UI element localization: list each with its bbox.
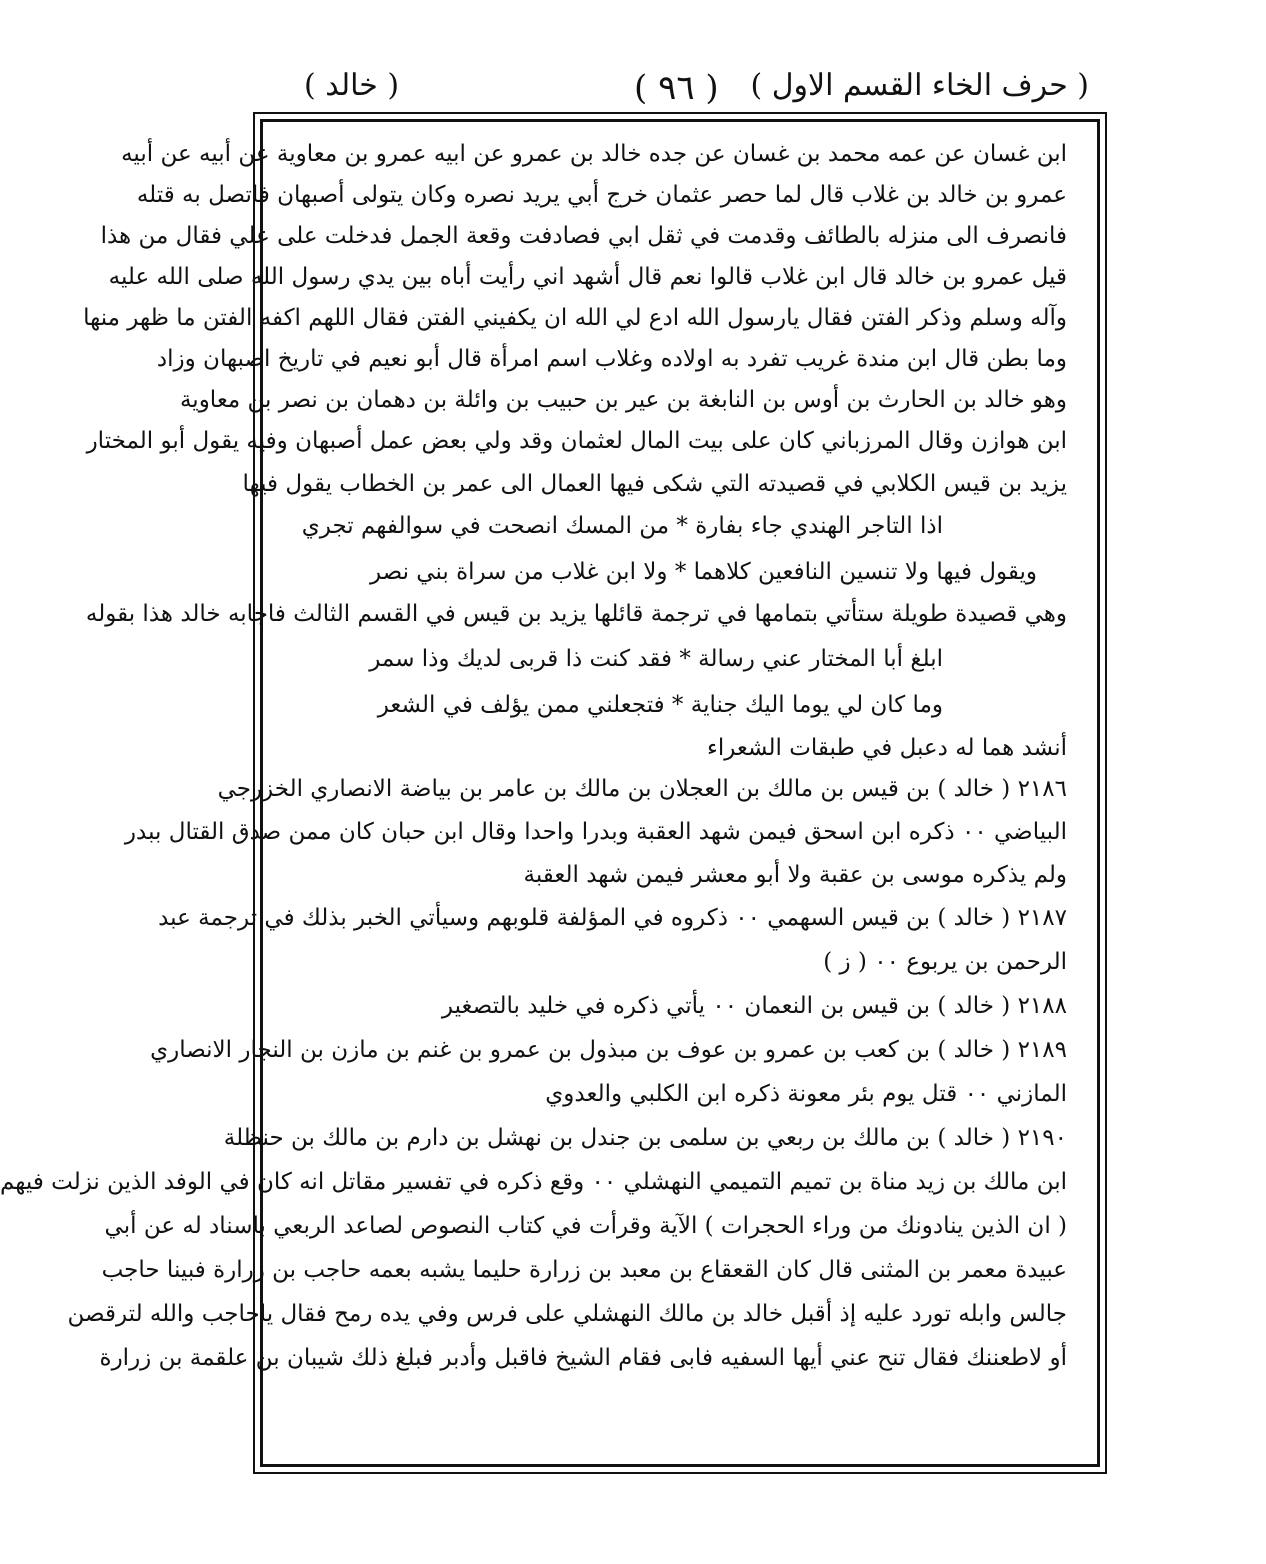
text-line: يزيد بن قيس الكلابي في قصيدته التي شكى فيها العمال الى عمر بن الخطاب يقول فيها [242, 471, 1067, 497]
page-number: ( ٩٦ ) [634, 68, 719, 108]
text-line: عمرو بن خالد بن غلاب قال لما حصر عثمان خرج أبي يريد نصره وكان يتولى أصبهان فاتصل به قتله [136, 182, 1067, 208]
text-line: قيل عمرو بن خالد قال ابن غلاب قالوا نعم قال أشهد اني رأيت أباه بين يدي رسول الله صلى الله عليه [108, 264, 1067, 290]
verse-line: ابلغ أبا المختار عني رسالة * فقد كنت ذا قربى لديك وذا سمر [369, 646, 943, 672]
verse-line: اذا التاجر الهندي جاء بفارة * من المسك انصحت في سوالفهم تجري [301, 513, 943, 539]
verse-line: ويقول فيها ولا تنسين النافعين كلاهما * ولا ابن غلاب من سراة بني نصر [369, 559, 1037, 585]
text-line: ابن مالك بن زيد مناة بن تميم التميمي النهشلي ٠٠ وقع ذكره في تفسير مقاتل انه كان في الوفد الذين نزلت فيهم [0, 1169, 1067, 1195]
text-line: جالس وابله تورد عليه إذ أقبل خالد بن مالك النهشلي على فرس وفي يده رمح فقال ياحاجب والله لترقصن [67, 1301, 1067, 1327]
text-line: المازني ٠٠ قتل يوم بئر معونة ذكره ابن الكلبي والعدوي [545, 1081, 1067, 1107]
section-title: ( حرف الخاء القسم الاول ) [750, 68, 1089, 103]
text-line: وما بطن قال ابن مندة غريب تفرد به اولاده وغلاب اسم امرأة قال أبو نعيم في تاريخ اصبهان وزاد [156, 346, 1067, 372]
text-line: ابن هوازن وقال المرزباني كان على بيت المال لعثمان وقد ولي بعض عمل أصبهان وفيه يقول أبو المختار [86, 428, 1067, 454]
text-body [0, 124, 1073, 1460]
text-line: البياضي ٠٠ ذكره ابن اسحق فيمن شهد العقبة وبدرا واحدا وقال ابن حبان كان ممن صدق القتال ببدر [124, 819, 1067, 845]
text-line: الرحمن بن يربوع ٠٠ ( ز ) [823, 949, 1067, 975]
text-line: أو لاطعننك فقال تنح عني أيها السفيه فابى فقام الشيخ فاقبل وأدبر فبلغ ذلك شيبان بن علقمة بن زرارة [99, 1345, 1067, 1371]
page-header [289, 62, 1089, 112]
text-line: وآله وسلم وذكر الفتن فقال يارسول الله ادع لي الله ان يكفيني الفتن فقال اللهم اكفه الفتن ما ظهر منها [83, 305, 1067, 331]
entry-line: ٢١٨٩ ( خالد ) بن كعب بن عمرو بن عوف بن مبذول بن عمرو بن غنم بن مازن بن النجار الانصاري [150, 1037, 1067, 1063]
entry-line: ٢١٩٠ ( خالد ) بن مالك بن ربعي بن سلمى بن جندل بن نهشل بن دارم بن مالك بن حنظلة [223, 1125, 1067, 1151]
text-line: ولم يذكره موسى بن عقبة ولا أبو معشر فيمن شهد العقبة [523, 862, 1067, 888]
entry-line: ٢١٨٨ ( خالد ) بن قيس بن النعمان ٠٠ يأتي ذكره في خليد بالتصغير [441, 993, 1067, 1019]
text-line: أنشد هما له دعبل في طبقات الشعراء [707, 735, 1067, 761]
text-line: فانصرف الى منزله بالطائف وقدمت في ثقل ابي فصادفت وقعة الجمل فدخلت على علي فقال من هذا [100, 223, 1067, 249]
entry-heading: ( خالد ) [304, 68, 400, 103]
text-line: وهي قصيدة طويلة ستأتي بتمامها في ترجمة قائلها يزيد بن قيس في القسم الثالث فاجابه خالد هذا بقوله [85, 601, 1067, 627]
text-line: وهو خالد بن الحارث بن أوس بن النابغة بن عير بن حبيب بن وائلة بن دهمان بن نصر بن معاوية [179, 387, 1067, 413]
entry-line: ٢١٨٧ ( خالد ) بن قيس السهمي ٠٠ ذكروه في المؤلفة قلوبهم وسيأتي الخبر بذلك في ترجمة عبد [158, 905, 1067, 931]
entry-line: ٢١٨٦ ( خالد ) بن قيس بن مالك بن العجلان بن مالك بن عامر بن بياضة الانصاري الخزرجي [217, 776, 1067, 802]
text-line: ( ان الذين ينادونك من وراء الحجرات ) الآية وقرأت في كتاب النصوص لصاعد الربعي باسناد له عن أبي [104, 1213, 1067, 1239]
text-line: ابن غسان عن عمه محمد بن غسان عن جده خالد بن عمرو عن ابيه عمرو بن معاوية عن أبيه عن أبيه [121, 141, 1067, 167]
text-line: عبيدة معمر بن المثنى قال كان القعقاع بن معبد بن زرارة حليما يشبه بعمه حاجب بن زرارة فبينا حاجب [101, 1257, 1067, 1283]
verse-line: وما كان لي يوما اليك جناية * فتجعلني ممن يؤلف في الشعر [377, 692, 943, 718]
